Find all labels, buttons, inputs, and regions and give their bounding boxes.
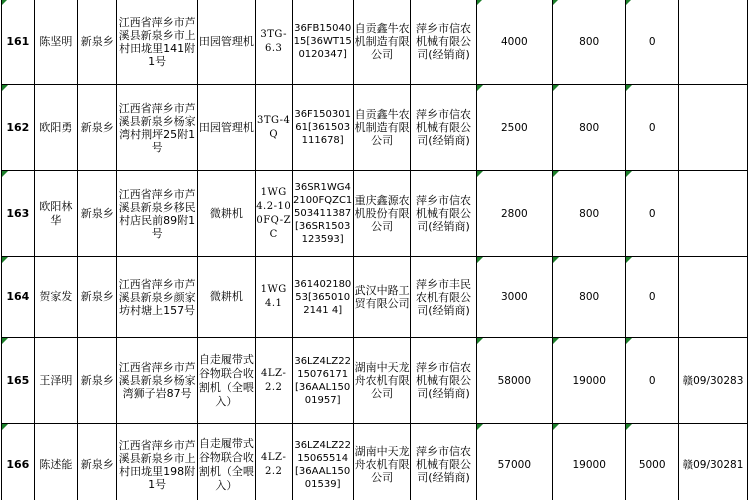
address-cell[interactable] xyxy=(117,85,197,171)
table-row xyxy=(2,85,748,171)
owner-name-cell[interactable] xyxy=(34,257,77,338)
price-cell[interactable] xyxy=(476,0,552,85)
subsidy-cell[interactable] xyxy=(552,171,625,257)
manufacturer-cell[interactable] xyxy=(353,0,411,85)
machine-type-text: 自走履带式谷物联合收割机（全喂入） xyxy=(198,436,254,492)
manufacturer-cell[interactable] xyxy=(353,257,411,338)
price-text: 3000 xyxy=(500,291,528,303)
town-cell[interactable] xyxy=(77,424,117,500)
subsidy-cell[interactable] xyxy=(552,257,625,338)
dealer-text: 萍乡市信农机械有限公司(经销商) xyxy=(416,22,472,61)
machine-type-cell[interactable] xyxy=(197,171,255,257)
manufacturer-text: 湖南中天龙舟农机有限公司 xyxy=(354,361,410,400)
price-text: 4000 xyxy=(500,35,528,48)
number-stored-as-text-indicator xyxy=(477,85,483,91)
manufacturer-text: 武汉中路工贸有限公司 xyxy=(354,284,410,310)
address-cell[interactable] xyxy=(117,257,197,338)
serial-code-text: 36FB1504015[36WT150120347] xyxy=(293,23,352,60)
subsidy-table xyxy=(1,0,748,500)
subsidy-cell[interactable] xyxy=(552,0,625,85)
extra-subsidy-text: 0 xyxy=(648,35,656,48)
price-text: 57000 xyxy=(497,458,532,471)
serial-code-cell[interactable] xyxy=(292,257,353,338)
number-stored-as-text-indicator xyxy=(2,257,8,263)
address-text: 江西省萍乡市芦溪县新泉乡杨家湾狮子岩87号 xyxy=(118,361,196,400)
model-cell[interactable] xyxy=(255,257,292,338)
dealer-cell[interactable] xyxy=(411,338,476,424)
price-text: 2500 xyxy=(500,121,528,134)
manufacturer-text: 自贡鑫牛农机制造有限公司 xyxy=(354,22,410,61)
plate-number-cell[interactable] xyxy=(678,257,747,338)
serial-code-text: 36LZ4LZ2215076171[36AAL15001957] xyxy=(294,355,351,406)
serial-code-cell[interactable] xyxy=(292,338,353,424)
serial-code-text: 36SR1WG42100FQZC1503411387[36SR1503123593] xyxy=(293,182,353,245)
subsidy-text: 800 xyxy=(579,35,600,48)
manufacturer-text: 重庆鑫源农机股份有限公司 xyxy=(354,194,410,233)
price-text: 2800 xyxy=(500,207,528,220)
number-stored-as-text-indicator xyxy=(626,257,632,263)
plate-number-text: 赣09/30283 xyxy=(682,374,744,387)
town-text: 新泉乡 xyxy=(80,206,114,220)
price-cell[interactable] xyxy=(476,171,552,257)
address-text: 江西省萍乡市芦溪县新泉乡颜家坊村塘上157号 xyxy=(118,277,196,317)
number-stored-as-text-indicator xyxy=(477,338,483,344)
owner-name-cell[interactable] xyxy=(34,0,77,85)
machine-type-text: 自走履带式谷物联合收割机（全喂入） xyxy=(198,352,254,408)
model-text: 4LZ-2.2 xyxy=(261,451,287,477)
machine-type-text: 田园管理机 xyxy=(198,120,254,134)
dealer-cell[interactable] xyxy=(411,0,476,85)
subsidy-cell[interactable] xyxy=(552,338,625,424)
extra-subsidy-text: 0 xyxy=(648,291,656,303)
address-text: 江西省萍乡市芦溪县新泉乡市上村田垅里198附1号 xyxy=(118,438,196,491)
address-cell[interactable] xyxy=(117,171,197,257)
address-text: 江西省萍乡市芦溪县新泉乡移民村店民前89附1号 xyxy=(118,187,196,240)
extra-subsidy-cell[interactable] xyxy=(626,171,679,257)
machine-type-text: 微耕机 xyxy=(209,290,243,303)
town-cell[interactable] xyxy=(77,171,117,257)
address-cell[interactable] xyxy=(117,0,197,85)
manufacturer-cell[interactable] xyxy=(353,171,411,257)
number-stored-as-text-indicator xyxy=(553,338,559,344)
number-stored-as-text-indicator xyxy=(626,424,632,430)
subsidy-text: 800 xyxy=(579,121,600,134)
model-text: 1WG4.2-100FQ-ZC xyxy=(256,186,292,240)
row-number-cell[interactable] xyxy=(2,257,35,338)
plate-number-cell[interactable] xyxy=(678,424,747,500)
extra-subsidy-cell[interactable] xyxy=(626,338,679,424)
owner-name-cell[interactable] xyxy=(34,424,77,500)
table-row xyxy=(2,338,748,424)
row-number-text: 163 xyxy=(6,206,30,220)
price-cell[interactable] xyxy=(476,257,552,338)
owner-name-cell[interactable] xyxy=(34,171,77,257)
subsidy-text: 19000 xyxy=(572,374,606,387)
serial-code-cell[interactable] xyxy=(292,85,353,171)
row-number-text: 162 xyxy=(6,120,30,134)
machine-type-cell[interactable] xyxy=(197,85,255,171)
manufacturer-cell[interactable] xyxy=(353,424,411,500)
number-stored-as-text-indicator xyxy=(477,0,483,5)
model-text: 3TG-4Q xyxy=(256,114,291,140)
subsidy-text: 800 xyxy=(579,207,600,220)
owner-name-text: 陈述能 xyxy=(39,457,73,471)
address-cell[interactable] xyxy=(117,338,197,424)
row-number-text: 165 xyxy=(6,373,30,387)
dealer-cell[interactable] xyxy=(411,85,476,171)
town-text: 新泉乡 xyxy=(80,34,114,48)
dealer-cell[interactable] xyxy=(411,257,476,338)
row-number-cell[interactable] xyxy=(2,171,35,257)
owner-name-cell[interactable] xyxy=(34,338,77,424)
owner-name-text: 王泽明 xyxy=(39,373,73,387)
extra-subsidy-cell[interactable] xyxy=(626,85,679,171)
number-stored-as-text-indicator xyxy=(553,85,559,91)
row-number-text: 161 xyxy=(6,34,30,48)
manufacturer-text: 自贡鑫牛农机制造有限公司 xyxy=(354,108,410,147)
model-cell[interactable] xyxy=(255,338,292,424)
number-stored-as-text-indicator xyxy=(477,257,483,263)
model-text: 1WG4.1 xyxy=(260,284,287,309)
extra-subsidy-text: 0 xyxy=(648,374,656,387)
dealer-text: 萍乡市信农机械有限公司(经销商) xyxy=(416,445,472,484)
dealer-text: 萍乡市信农机械有限公司(经销商) xyxy=(416,194,472,233)
machine-type-cell[interactable] xyxy=(197,0,255,85)
number-stored-as-text-indicator xyxy=(477,424,483,430)
model-text: 4LZ-2.2 xyxy=(261,367,287,393)
owner-name-text: 贺家发 xyxy=(39,290,73,303)
machine-type-cell[interactable] xyxy=(197,257,255,338)
price-cell[interactable] xyxy=(476,85,552,171)
town-cell[interactable] xyxy=(77,85,117,171)
town-text: 新泉乡 xyxy=(80,373,114,387)
extra-subsidy-cell[interactable] xyxy=(626,257,679,338)
town-cell[interactable] xyxy=(77,338,117,424)
owner-name-text: 陈坚明 xyxy=(39,34,73,48)
dealer-text: 萍乡市丰民农机有限公司(经销商) xyxy=(416,277,472,317)
dealer-text: 萍乡市信农机械有限公司(经销商) xyxy=(416,108,472,147)
serial-code-cell[interactable] xyxy=(292,0,353,85)
dealer-cell[interactable] xyxy=(411,171,476,257)
number-stored-as-text-indicator xyxy=(2,85,8,91)
extra-subsidy-text: 5000 xyxy=(638,458,666,471)
manufacturer-cell[interactable] xyxy=(353,338,411,424)
dealer-cell[interactable] xyxy=(411,424,476,500)
number-stored-as-text-indicator xyxy=(626,0,632,5)
table-row xyxy=(2,424,748,500)
price-cell[interactable] xyxy=(476,424,552,500)
subsidy-cell[interactable] xyxy=(552,85,625,171)
number-stored-as-text-indicator xyxy=(626,338,632,344)
number-stored-as-text-indicator xyxy=(553,257,559,263)
model-cell[interactable] xyxy=(255,424,292,500)
number-stored-as-text-indicator xyxy=(626,171,632,177)
serial-code-text: 36F15030161[361503111678] xyxy=(294,109,351,146)
plate-number-cell[interactable] xyxy=(678,85,747,171)
number-stored-as-text-indicator xyxy=(553,171,559,177)
number-stored-as-text-indicator xyxy=(553,0,559,5)
table-row xyxy=(2,171,748,257)
owner-name-text: 欧阳勇 xyxy=(39,120,73,134)
address-cell[interactable] xyxy=(117,424,197,500)
row-number-cell[interactable] xyxy=(2,0,35,85)
subsidy-text: 800 xyxy=(579,291,600,303)
number-stored-as-text-indicator xyxy=(2,0,8,5)
owner-name-text: 欧阳林华 xyxy=(39,199,73,227)
number-stored-as-text-indicator xyxy=(477,171,483,177)
town-text: 新泉乡 xyxy=(80,457,114,471)
number-stored-as-text-indicator xyxy=(2,338,8,344)
plate-number-text: 赣09/30281 xyxy=(682,458,744,471)
plate-number-cell[interactable] xyxy=(678,0,747,85)
extra-subsidy-cell[interactable] xyxy=(626,0,679,85)
row-number-cell[interactable] xyxy=(2,424,35,500)
row-number-text: 166 xyxy=(6,457,30,471)
model-cell[interactable] xyxy=(255,85,292,171)
row-number-text: 164 xyxy=(6,290,30,303)
subsidy-cell[interactable] xyxy=(552,424,625,500)
machine-type-text: 田园管理机 xyxy=(198,34,254,48)
address-text: 江西省萍乡市芦溪县新泉乡杨家湾村荆坪25附1号 xyxy=(118,101,196,154)
town-cell[interactable] xyxy=(77,257,117,338)
address-text: 江西省萍乡市芦溪县新泉乡市上村田垅里141附1号 xyxy=(118,15,196,68)
price-text: 58000 xyxy=(497,374,532,387)
serial-code-cell[interactable] xyxy=(292,171,353,257)
number-stored-as-text-indicator xyxy=(626,85,632,91)
row-number-cell[interactable] xyxy=(2,338,35,424)
plate-number-cell[interactable] xyxy=(678,338,747,424)
machine-type-text: 微耕机 xyxy=(209,206,243,220)
machine-type-cell[interactable] xyxy=(197,338,255,424)
manufacturer-cell[interactable] xyxy=(353,85,411,171)
extra-subsidy-text: 0 xyxy=(648,121,656,134)
owner-name-cell[interactable] xyxy=(34,85,77,171)
town-cell[interactable] xyxy=(77,0,117,85)
extra-subsidy-cell[interactable] xyxy=(626,424,679,500)
subsidy-text: 19000 xyxy=(572,458,606,471)
serial-code-text: 36LZ4LZ2215065514[36AAL15001539] xyxy=(294,439,351,490)
machine-type-cell[interactable] xyxy=(197,424,255,500)
number-stored-as-text-indicator xyxy=(2,424,8,430)
model-text: 3TG-6.3 xyxy=(260,28,287,54)
number-stored-as-text-indicator xyxy=(2,171,8,177)
serial-code-text: 36140218053[3650102141 4] xyxy=(294,278,352,316)
price-cell[interactable] xyxy=(476,338,552,424)
dealer-text: 萍乡市信农机械有限公司(经销商) xyxy=(416,361,472,400)
table-row xyxy=(2,0,748,85)
number-stored-as-text-indicator xyxy=(553,424,559,430)
serial-code-cell[interactable] xyxy=(292,424,353,500)
model-cell[interactable] xyxy=(255,0,292,85)
model-cell[interactable] xyxy=(255,171,292,257)
manufacturer-text: 湖南中天龙舟农机有限公司 xyxy=(354,445,410,484)
table-row xyxy=(2,257,748,338)
plate-number-cell[interactable] xyxy=(678,171,747,257)
town-text: 新泉乡 xyxy=(80,120,114,134)
extra-subsidy-text: 0 xyxy=(648,207,656,220)
row-number-cell[interactable] xyxy=(2,85,35,171)
town-text: 新泉乡 xyxy=(80,290,114,303)
